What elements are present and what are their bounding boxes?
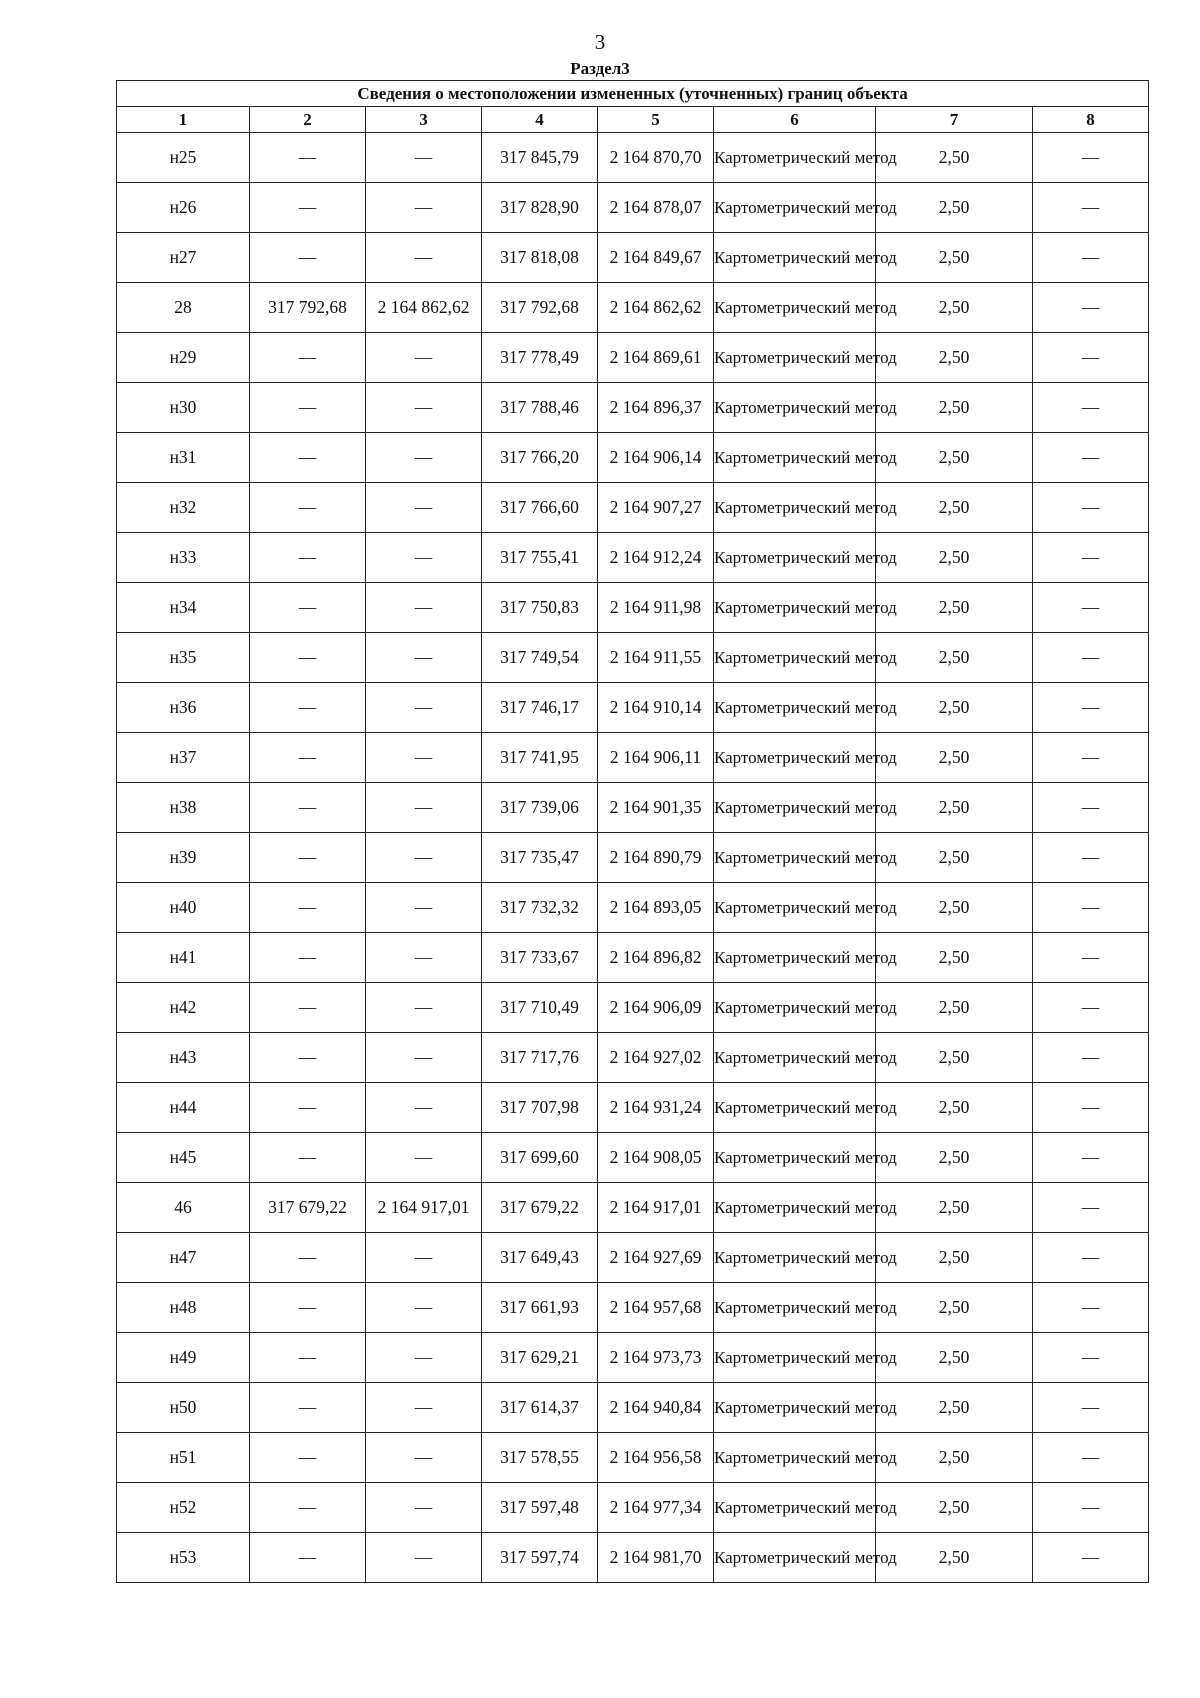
method-cell: Картометрический метод bbox=[714, 1133, 876, 1183]
accuracy-cell: 2,50 bbox=[876, 1183, 1033, 1233]
old-y-cell: — bbox=[366, 1533, 482, 1583]
point-id-cell: н25 bbox=[117, 133, 250, 183]
method-cell: Картометрический метод bbox=[714, 1533, 876, 1583]
old-y-cell: — bbox=[366, 183, 482, 233]
old-x-cell: — bbox=[250, 783, 366, 833]
point-id-cell: 46 bbox=[117, 1183, 250, 1233]
note-cell: — bbox=[1033, 433, 1149, 483]
new-x-cell: 317 732,32 bbox=[482, 883, 598, 933]
new-y-cell: 2 164 890,79 bbox=[598, 833, 714, 883]
new-y-cell: 2 164 849,67 bbox=[598, 233, 714, 283]
accuracy-cell: 2,50 bbox=[876, 133, 1033, 183]
table-row bbox=[117, 633, 1149, 683]
accuracy-cell: 2,50 bbox=[876, 1283, 1033, 1333]
new-x-cell: 317 750,83 bbox=[482, 583, 598, 633]
new-y-cell: 2 164 927,69 bbox=[598, 1233, 714, 1283]
method-cell: Картометрический метод bbox=[714, 1433, 876, 1483]
accuracy-cell: 2,50 bbox=[876, 833, 1033, 883]
old-y-cell: — bbox=[366, 533, 482, 583]
new-x-cell: 317 578,55 bbox=[482, 1433, 598, 1483]
old-x-cell: — bbox=[250, 1233, 366, 1283]
note-cell: — bbox=[1033, 1283, 1149, 1333]
point-id-cell: н43 bbox=[117, 1033, 250, 1083]
accuracy-cell: 2,50 bbox=[876, 233, 1033, 283]
point-id-cell: н33 bbox=[117, 533, 250, 583]
new-y-cell: 2 164 910,14 bbox=[598, 683, 714, 733]
old-y-cell: — bbox=[366, 1433, 482, 1483]
table-row bbox=[117, 183, 1149, 233]
old-x-cell: — bbox=[250, 733, 366, 783]
column-number: 2 bbox=[250, 107, 366, 133]
new-y-cell: 2 164 893,05 bbox=[598, 883, 714, 933]
old-x-cell: — bbox=[250, 483, 366, 533]
new-x-cell: 317 766,60 bbox=[482, 483, 598, 533]
new-y-cell: 2 164 870,70 bbox=[598, 133, 714, 183]
new-y-cell: 2 164 906,14 bbox=[598, 433, 714, 483]
method-cell: Картометрический метод bbox=[714, 133, 876, 183]
method-cell: Картометрический метод bbox=[714, 683, 876, 733]
old-x-cell: — bbox=[250, 633, 366, 683]
method-cell: Картометрический метод bbox=[714, 633, 876, 683]
old-x-cell: — bbox=[250, 1383, 366, 1433]
old-y-cell: — bbox=[366, 1483, 482, 1533]
column-number: 3 bbox=[366, 107, 482, 133]
accuracy-cell: 2,50 bbox=[876, 1033, 1033, 1083]
old-x-cell: — bbox=[250, 1333, 366, 1383]
note-cell: — bbox=[1033, 1433, 1149, 1483]
column-number: 4 bbox=[482, 107, 598, 133]
new-x-cell: 317 597,48 bbox=[482, 1483, 598, 1533]
new-y-cell: 2 164 931,24 bbox=[598, 1083, 714, 1133]
table-row bbox=[117, 1433, 1149, 1483]
new-y-cell: 2 164 901,35 bbox=[598, 783, 714, 833]
old-y-cell: 2 164 917,01 bbox=[366, 1183, 482, 1233]
new-y-cell: 2 164 869,61 bbox=[598, 333, 714, 383]
table-row bbox=[117, 783, 1149, 833]
new-x-cell: 317 739,06 bbox=[482, 783, 598, 833]
new-y-cell: 2 164 912,24 bbox=[598, 533, 714, 583]
table-row bbox=[117, 1083, 1149, 1133]
old-x-cell: — bbox=[250, 1533, 366, 1583]
accuracy-cell: 2,50 bbox=[876, 383, 1033, 433]
accuracy-cell: 2,50 bbox=[876, 1483, 1033, 1533]
table-row bbox=[117, 833, 1149, 883]
old-x-cell: — bbox=[250, 683, 366, 733]
old-y-cell: — bbox=[366, 783, 482, 833]
old-y-cell: — bbox=[366, 383, 482, 433]
note-cell: — bbox=[1033, 533, 1149, 583]
note-cell: — bbox=[1033, 1533, 1149, 1583]
method-cell: Картометрический метод bbox=[714, 533, 876, 583]
accuracy-cell: 2,50 bbox=[876, 483, 1033, 533]
old-y-cell: — bbox=[366, 583, 482, 633]
new-x-cell: 317 614,37 bbox=[482, 1383, 598, 1433]
old-y-cell: — bbox=[366, 333, 482, 383]
old-x-cell: — bbox=[250, 533, 366, 583]
new-y-cell: 2 164 862,62 bbox=[598, 283, 714, 333]
note-cell: — bbox=[1033, 283, 1149, 333]
new-y-cell: 2 164 927,02 bbox=[598, 1033, 714, 1083]
old-y-cell: — bbox=[366, 1083, 482, 1133]
note-cell: — bbox=[1033, 183, 1149, 233]
table-row bbox=[117, 283, 1149, 333]
new-x-cell: 317 792,68 bbox=[482, 283, 598, 333]
note-cell: — bbox=[1033, 1183, 1149, 1233]
table-row bbox=[117, 1133, 1149, 1183]
old-y-cell: — bbox=[366, 1333, 482, 1383]
new-x-cell: 317 699,60 bbox=[482, 1133, 598, 1183]
note-cell: — bbox=[1033, 133, 1149, 183]
old-x-cell: — bbox=[250, 1033, 366, 1083]
point-id-cell: н53 bbox=[117, 1533, 250, 1583]
old-x-cell: — bbox=[250, 433, 366, 483]
old-x-cell: — bbox=[250, 1283, 366, 1333]
old-x-cell: — bbox=[250, 883, 366, 933]
note-cell: — bbox=[1033, 1083, 1149, 1133]
new-x-cell: 317 788,46 bbox=[482, 383, 598, 433]
old-x-cell: — bbox=[250, 183, 366, 233]
new-y-cell: 2 164 906,09 bbox=[598, 983, 714, 1033]
new-x-cell: 317 710,49 bbox=[482, 983, 598, 1033]
note-cell: — bbox=[1033, 1483, 1149, 1533]
old-x-cell: 317 679,22 bbox=[250, 1183, 366, 1233]
method-cell: Картометрический метод bbox=[714, 1333, 876, 1383]
note-cell: — bbox=[1033, 733, 1149, 783]
column-number: 6 bbox=[714, 107, 876, 133]
note-cell: — bbox=[1033, 1333, 1149, 1383]
column-number: 8 bbox=[1033, 107, 1149, 133]
old-y-cell: — bbox=[366, 1283, 482, 1333]
new-x-cell: 317 845,79 bbox=[482, 133, 598, 183]
new-x-cell: 317 679,22 bbox=[482, 1183, 598, 1233]
method-cell: Картометрический метод bbox=[714, 1383, 876, 1433]
old-x-cell: — bbox=[250, 233, 366, 283]
note-cell: — bbox=[1033, 1233, 1149, 1283]
table-row bbox=[117, 933, 1149, 983]
table-row bbox=[117, 133, 1149, 183]
old-y-cell: — bbox=[366, 833, 482, 883]
old-y-cell: — bbox=[366, 733, 482, 783]
new-x-cell: 317 746,17 bbox=[482, 683, 598, 733]
new-y-cell: 2 164 911,98 bbox=[598, 583, 714, 633]
table-row bbox=[117, 883, 1149, 933]
new-y-cell: 2 164 896,82 bbox=[598, 933, 714, 983]
old-x-cell: — bbox=[250, 1483, 366, 1533]
method-cell: Картометрический метод bbox=[714, 583, 876, 633]
old-y-cell: — bbox=[366, 633, 482, 683]
method-cell: Картометрический метод bbox=[714, 283, 876, 333]
old-x-cell: — bbox=[250, 1433, 366, 1483]
table-body bbox=[117, 133, 1149, 1583]
point-id-cell: н30 bbox=[117, 383, 250, 433]
old-x-cell: — bbox=[250, 1083, 366, 1133]
note-cell: — bbox=[1033, 483, 1149, 533]
accuracy-cell: 2,50 bbox=[876, 433, 1033, 483]
accuracy-cell: 2,50 bbox=[876, 983, 1033, 1033]
point-id-cell: н52 bbox=[117, 1483, 250, 1533]
new-x-cell: 317 818,08 bbox=[482, 233, 598, 283]
new-y-cell: 2 164 977,34 bbox=[598, 1483, 714, 1533]
accuracy-cell: 2,50 bbox=[876, 783, 1033, 833]
method-cell: Картометрический метод bbox=[714, 1083, 876, 1133]
note-cell: — bbox=[1033, 333, 1149, 383]
accuracy-cell: 2,50 bbox=[876, 183, 1033, 233]
old-x-cell: — bbox=[250, 383, 366, 433]
method-cell: Картометрический метод bbox=[714, 783, 876, 833]
old-x-cell: — bbox=[250, 983, 366, 1033]
old-y-cell: — bbox=[366, 1233, 482, 1283]
accuracy-cell: 2,50 bbox=[876, 1433, 1033, 1483]
old-y-cell: — bbox=[366, 1383, 482, 1433]
note-cell: — bbox=[1033, 383, 1149, 433]
old-x-cell: — bbox=[250, 933, 366, 983]
point-id-cell: н27 bbox=[117, 233, 250, 283]
method-cell: Картометрический метод bbox=[714, 933, 876, 983]
note-cell: — bbox=[1033, 1033, 1149, 1083]
old-x-cell: — bbox=[250, 1133, 366, 1183]
table-row bbox=[117, 1333, 1149, 1383]
note-cell: — bbox=[1033, 933, 1149, 983]
table-row bbox=[117, 583, 1149, 633]
method-cell: Картометрический метод bbox=[714, 383, 876, 433]
point-id-cell: н37 bbox=[117, 733, 250, 783]
table-row bbox=[117, 1533, 1149, 1583]
old-y-cell: — bbox=[366, 483, 482, 533]
new-y-cell: 2 164 981,70 bbox=[598, 1533, 714, 1583]
page-number: 3 bbox=[594, 30, 606, 54]
table-row bbox=[117, 1283, 1149, 1333]
new-y-cell: 2 164 911,55 bbox=[598, 633, 714, 683]
new-y-cell: 2 164 957,68 bbox=[598, 1283, 714, 1333]
new-x-cell: 317 741,95 bbox=[482, 733, 598, 783]
old-y-cell: 2 164 862,62 bbox=[366, 283, 482, 333]
point-id-cell: 28 bbox=[117, 283, 250, 333]
accuracy-cell: 2,50 bbox=[876, 733, 1033, 783]
new-x-cell: 317 735,47 bbox=[482, 833, 598, 883]
accuracy-cell: 2,50 bbox=[876, 1333, 1033, 1383]
point-id-cell: н41 bbox=[117, 933, 250, 983]
old-y-cell: — bbox=[366, 233, 482, 283]
accuracy-cell: 2,50 bbox=[876, 583, 1033, 633]
old-y-cell: — bbox=[366, 933, 482, 983]
point-id-cell: н31 bbox=[117, 433, 250, 483]
old-x-cell: — bbox=[250, 833, 366, 883]
point-id-cell: н35 bbox=[117, 633, 250, 683]
new-y-cell: 2 164 907,27 bbox=[598, 483, 714, 533]
column-number: 5 bbox=[598, 107, 714, 133]
note-cell: — bbox=[1033, 783, 1149, 833]
note-cell: — bbox=[1033, 883, 1149, 933]
new-y-cell: 2 164 917,01 bbox=[598, 1183, 714, 1233]
point-id-cell: н40 bbox=[117, 883, 250, 933]
method-cell: Картометрический метод bbox=[714, 883, 876, 933]
table-row bbox=[117, 733, 1149, 783]
new-x-cell: 317 707,98 bbox=[482, 1083, 598, 1133]
point-id-cell: н36 bbox=[117, 683, 250, 733]
old-y-cell: — bbox=[366, 433, 482, 483]
method-cell: Картометрический метод bbox=[714, 1033, 876, 1083]
old-y-cell: — bbox=[366, 683, 482, 733]
table-row bbox=[117, 483, 1149, 533]
table-row bbox=[117, 1033, 1149, 1083]
accuracy-cell: 2,50 bbox=[876, 1533, 1033, 1583]
table-row bbox=[117, 683, 1149, 733]
accuracy-cell: 2,50 bbox=[876, 1083, 1033, 1133]
table-caption: Сведения о местоположении измененных (уточненных) границ объекта bbox=[117, 81, 1149, 107]
point-id-cell: н48 bbox=[117, 1283, 250, 1333]
point-id-cell: н29 bbox=[117, 333, 250, 383]
method-cell: Картометрический метод bbox=[714, 983, 876, 1033]
point-id-cell: н47 bbox=[117, 1233, 250, 1283]
accuracy-cell: 2,50 bbox=[876, 933, 1033, 983]
table-row bbox=[117, 233, 1149, 283]
point-id-cell: н39 bbox=[117, 833, 250, 883]
note-cell: — bbox=[1033, 633, 1149, 683]
note-cell: — bbox=[1033, 983, 1149, 1033]
accuracy-cell: 2,50 bbox=[876, 1383, 1033, 1433]
new-x-cell: 317 649,43 bbox=[482, 1233, 598, 1283]
old-x-cell: — bbox=[250, 583, 366, 633]
point-id-cell: н38 bbox=[117, 783, 250, 833]
point-id-cell: н42 bbox=[117, 983, 250, 1033]
table-row bbox=[117, 983, 1149, 1033]
column-number: 1 bbox=[117, 107, 250, 133]
new-x-cell: 317 597,74 bbox=[482, 1533, 598, 1583]
coordinates-table bbox=[116, 80, 1149, 1583]
note-cell: — bbox=[1033, 1383, 1149, 1433]
column-number: 7 bbox=[876, 107, 1033, 133]
method-cell: Картометрический метод bbox=[714, 483, 876, 533]
table-row bbox=[117, 1233, 1149, 1283]
note-cell: — bbox=[1033, 833, 1149, 883]
method-cell: Картометрический метод bbox=[714, 183, 876, 233]
point-id-cell: н32 bbox=[117, 483, 250, 533]
new-y-cell: 2 164 956,58 bbox=[598, 1433, 714, 1483]
table-row bbox=[117, 533, 1149, 583]
old-x-cell: 317 792,68 bbox=[250, 283, 366, 333]
point-id-cell: н45 bbox=[117, 1133, 250, 1183]
method-cell: Картометрический метод bbox=[714, 1183, 876, 1233]
new-y-cell: 2 164 896,37 bbox=[598, 383, 714, 433]
note-cell: — bbox=[1033, 683, 1149, 733]
new-x-cell: 317 828,90 bbox=[482, 183, 598, 233]
table-row bbox=[117, 333, 1149, 383]
accuracy-cell: 2,50 bbox=[876, 333, 1033, 383]
table-row bbox=[117, 383, 1149, 433]
accuracy-cell: 2,50 bbox=[876, 683, 1033, 733]
accuracy-cell: 2,50 bbox=[876, 533, 1033, 583]
point-id-cell: н49 bbox=[117, 1333, 250, 1383]
method-cell: Картометрический метод bbox=[714, 1283, 876, 1333]
new-y-cell: 2 164 908,05 bbox=[598, 1133, 714, 1183]
point-id-cell: н44 bbox=[117, 1083, 250, 1133]
method-cell: Картометрический метод bbox=[714, 233, 876, 283]
point-id-cell: н34 bbox=[117, 583, 250, 633]
note-cell: — bbox=[1033, 1133, 1149, 1183]
new-y-cell: 2 164 878,07 bbox=[598, 183, 714, 233]
method-cell: Картометрический метод bbox=[714, 433, 876, 483]
note-cell: — bbox=[1033, 583, 1149, 633]
old-y-cell: — bbox=[366, 1033, 482, 1083]
new-y-cell: 2 164 906,11 bbox=[598, 733, 714, 783]
method-cell: Картометрический метод bbox=[714, 733, 876, 783]
point-id-cell: н26 bbox=[117, 183, 250, 233]
new-y-cell: 2 164 973,73 bbox=[598, 1333, 714, 1383]
table-row bbox=[117, 1383, 1149, 1433]
new-x-cell: 317 733,67 bbox=[482, 933, 598, 983]
new-x-cell: 317 661,93 bbox=[482, 1283, 598, 1333]
new-x-cell: 317 629,21 bbox=[482, 1333, 598, 1383]
new-x-cell: 317 766,20 bbox=[482, 433, 598, 483]
section-title: Раздел3 bbox=[570, 59, 630, 78]
new-x-cell: 317 717,76 bbox=[482, 1033, 598, 1083]
point-id-cell: н51 bbox=[117, 1433, 250, 1483]
new-x-cell: 317 749,54 bbox=[482, 633, 598, 683]
method-cell: Картометрический метод bbox=[714, 1233, 876, 1283]
table-caption-row bbox=[117, 81, 1149, 107]
method-cell: Картометрический метод bbox=[714, 333, 876, 383]
accuracy-cell: 2,50 bbox=[876, 1133, 1033, 1183]
column-number-row bbox=[117, 107, 1149, 133]
old-y-cell: — bbox=[366, 983, 482, 1033]
new-x-cell: 317 778,49 bbox=[482, 333, 598, 383]
note-cell: — bbox=[1033, 233, 1149, 283]
point-id-cell: н50 bbox=[117, 1383, 250, 1433]
old-y-cell: — bbox=[366, 133, 482, 183]
accuracy-cell: 2,50 bbox=[876, 633, 1033, 683]
new-y-cell: 2 164 940,84 bbox=[598, 1383, 714, 1433]
old-y-cell: — bbox=[366, 1133, 482, 1183]
old-x-cell: — bbox=[250, 333, 366, 383]
old-x-cell: — bbox=[250, 133, 366, 183]
old-y-cell: — bbox=[366, 883, 482, 933]
table-row bbox=[117, 433, 1149, 483]
method-cell: Картометрический метод bbox=[714, 1483, 876, 1533]
accuracy-cell: 2,50 bbox=[876, 883, 1033, 933]
method-cell: Картометрический метод bbox=[714, 833, 876, 883]
table-row bbox=[117, 1183, 1149, 1233]
table-row bbox=[117, 1483, 1149, 1533]
new-x-cell: 317 755,41 bbox=[482, 533, 598, 583]
accuracy-cell: 2,50 bbox=[876, 1233, 1033, 1283]
accuracy-cell: 2,50 bbox=[876, 283, 1033, 333]
